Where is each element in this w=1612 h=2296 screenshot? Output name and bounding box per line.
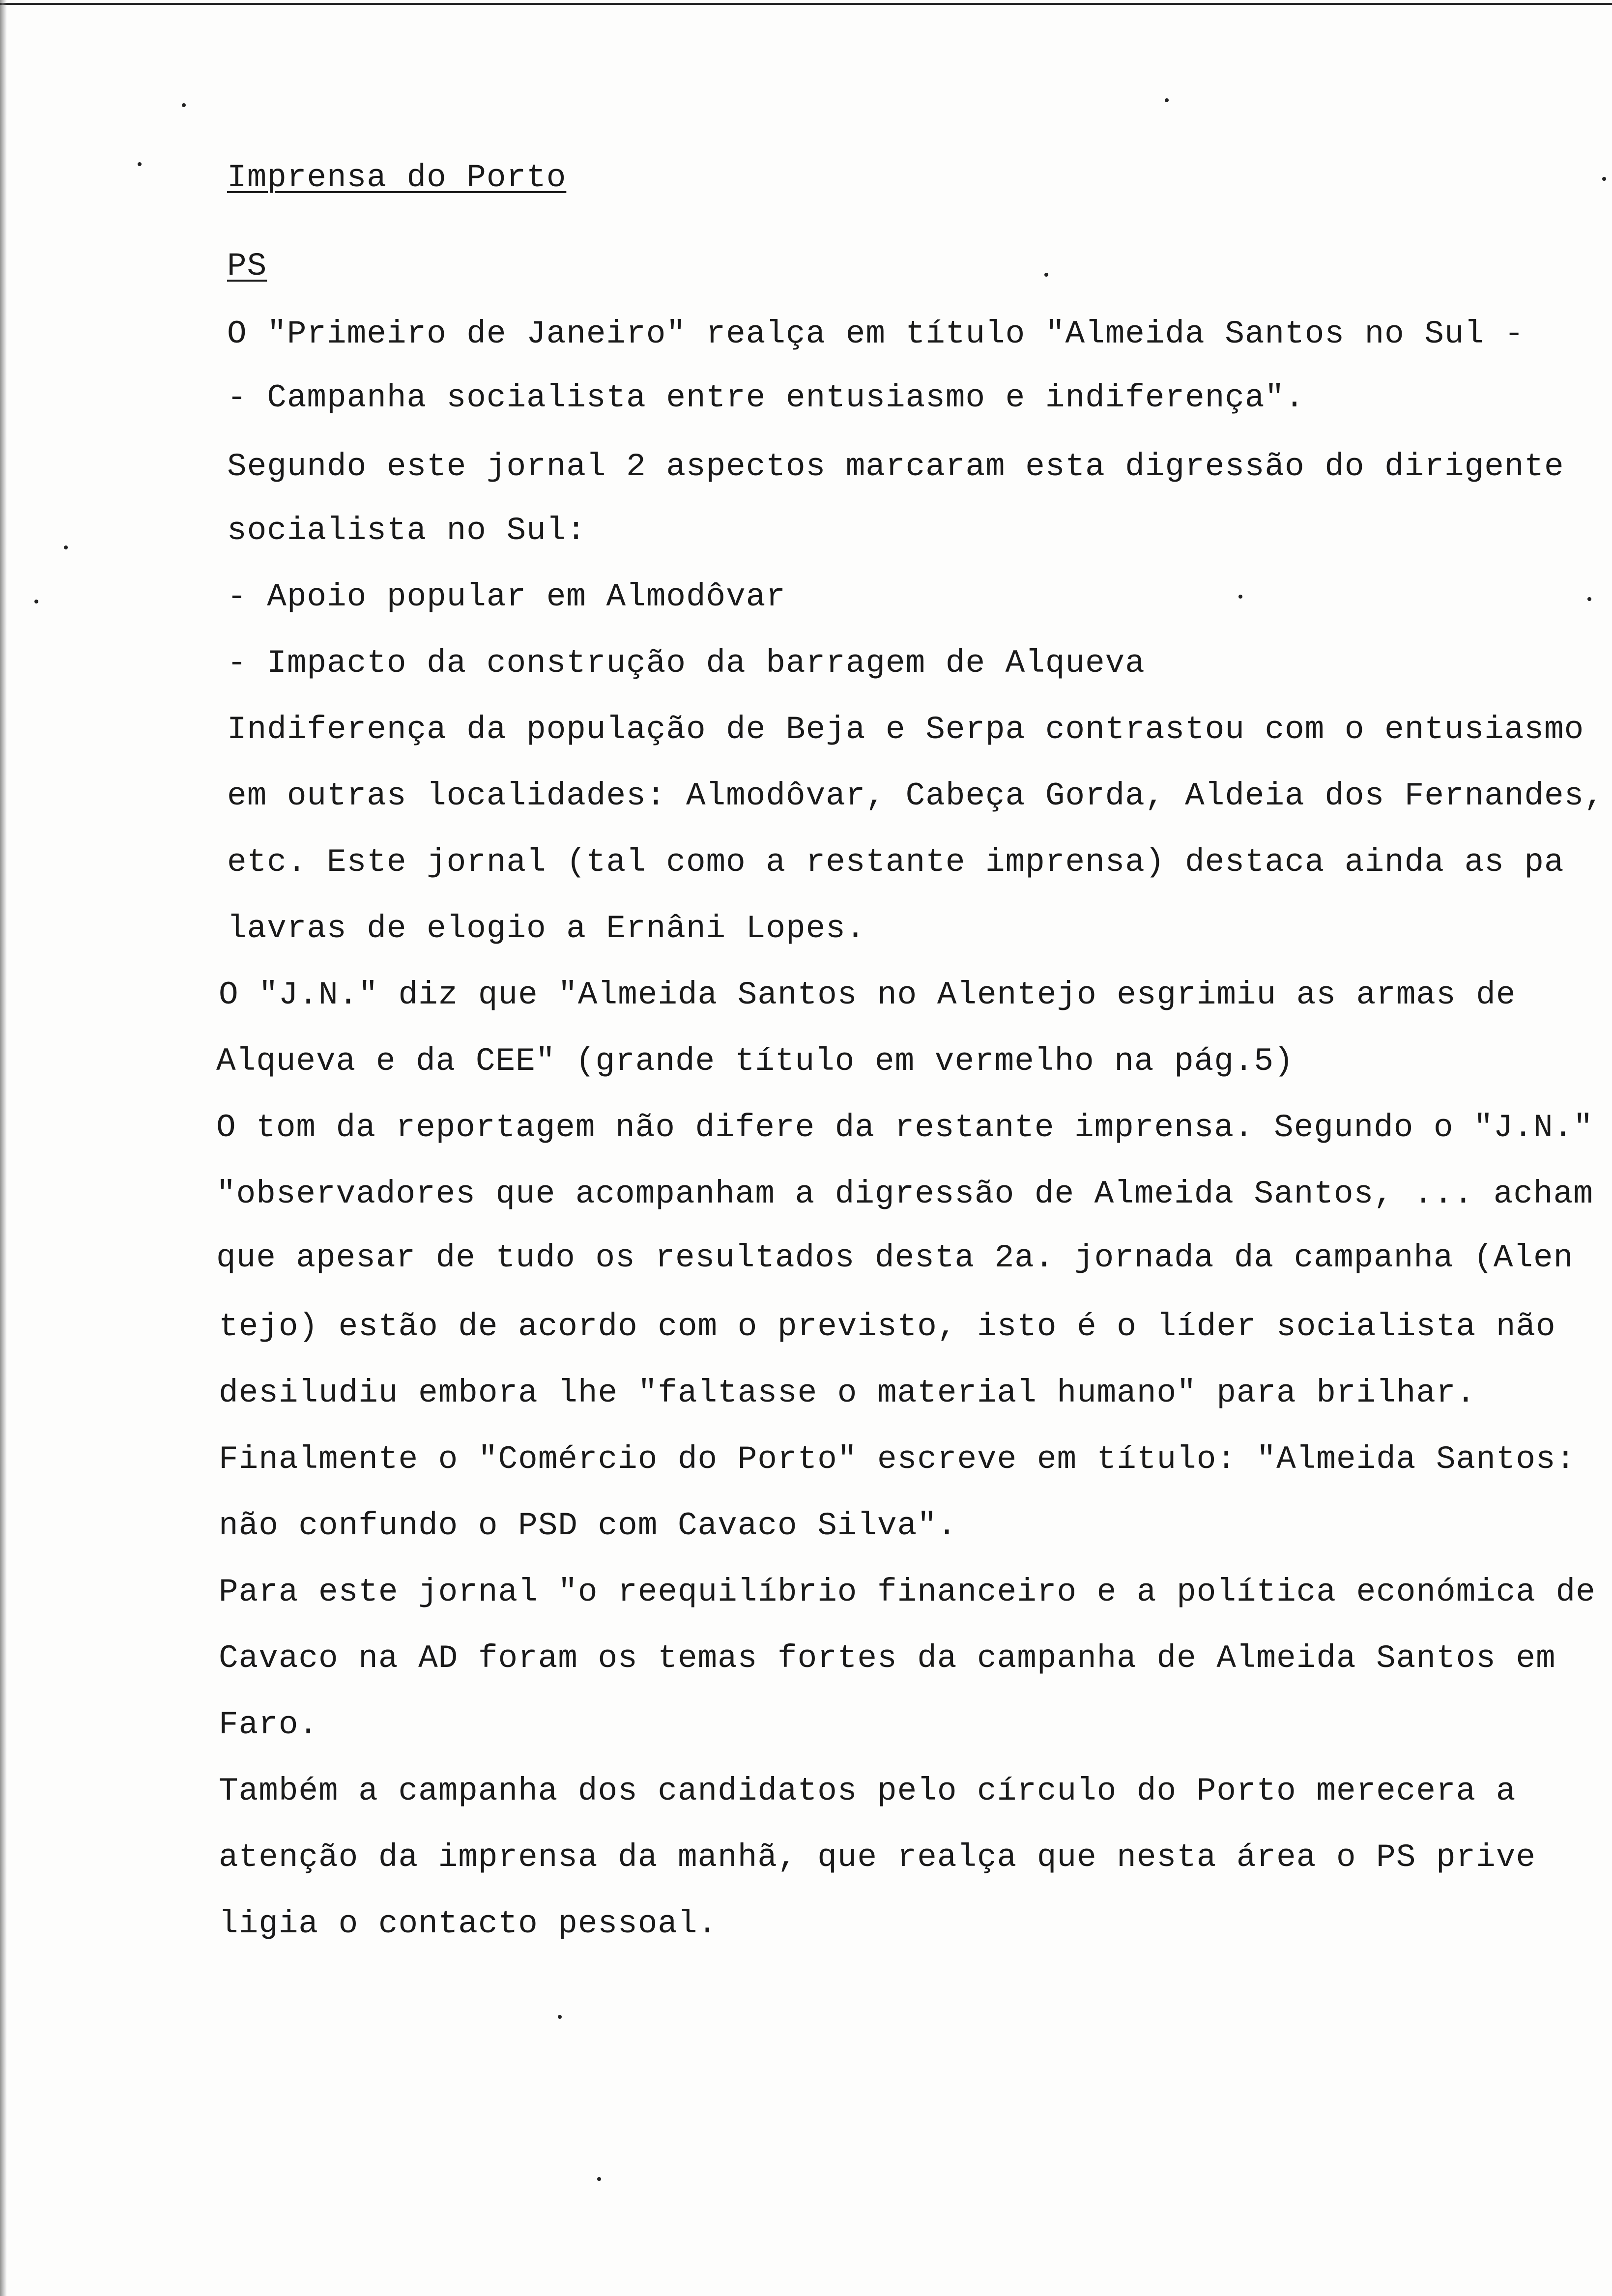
scan-speck: [64, 545, 68, 549]
text-line-24: atenção da imprensa da manhã, que realça que nesta área o PS prive: [219, 1839, 1536, 1876]
text-line-4: socialista no Sul:: [227, 512, 586, 549]
scan-speck: [558, 2015, 562, 2019]
text-line-15: que apesar de tudo os resultados desta 2a. jornada da campanha (Alen: [216, 1239, 1574, 1276]
text-line-3: Segundo este jornal 2 aspectos marcaram esta digressão do dirigente: [227, 448, 1564, 485]
text-line-19: não confundo o PSD com Cavaco Silva".: [219, 1507, 957, 1544]
scan-speck: [1587, 597, 1591, 601]
scan-speck: [34, 600, 38, 603]
text-line-23: Também a campanha dos candidatos pelo círculo do Porto merecera a: [219, 1773, 1516, 1809]
scan-speck: [1165, 98, 1169, 102]
section-heading: Imprensa do Porto: [227, 159, 567, 196]
text-line-21: Cavaco na AD foram os temas fortes da campanha de Almeida Santos em: [219, 1640, 1556, 1677]
text-line-20: Para este jornal "o reequilíbrio financeiro e a política económica de: [219, 1574, 1596, 1610]
scan-left-edge: [0, 0, 7, 2296]
text-line-12: Alqueva e da CEE" (grande título em vermelho na pág.5): [216, 1043, 1294, 1080]
text-line-17: desiludiu embora lhe "faltasse o material humano" para brilhar.: [219, 1375, 1476, 1411]
text-line-6: - Impacto da construção da barragem de Alqueva: [227, 645, 1145, 682]
text-line-5: - Apoio popular em Almodôvar: [227, 578, 786, 615]
text-line-1: O "Primeiro de Janeiro" realça em título "Almeida Santos no Sul -: [227, 316, 1525, 352]
text-line-25: ligia o contacto pessoal.: [219, 1905, 718, 1942]
text-line-22: Faro.: [219, 1706, 319, 1743]
scan-speck: [1044, 273, 1048, 277]
text-line-10: lavras de elogio a Ernâni Lopes.: [227, 910, 866, 947]
scan-speck: [182, 103, 186, 107]
text-line-8: em outras localidades: Almodôvar, Cabeça Gorda, Aldeia dos Fernandes,: [227, 777, 1604, 814]
text-line-13: O tom da reportagem não difere da restante imprensa. Segundo o "J.N.": [216, 1109, 1593, 1146]
party-subheading: PS: [227, 248, 267, 285]
text-line-11: O "J.N." diz que "Almeida Santos no Alentejo esgrimiu as armas de: [219, 976, 1516, 1013]
text-line-7: Indiferença da população de Beja e Serpa contrastou com o entusiasmo: [227, 711, 1584, 748]
text-line-16: tejo) estão de acordo com o previsto, isto é o líder socialista não: [219, 1308, 1556, 1345]
scan-speck: [138, 162, 142, 166]
top-border-line: [0, 3, 1612, 5]
text-line-2: - Campanha socialista entre entusiasmo e indiferença".: [227, 379, 1305, 416]
text-line-18: Finalmente o "Comércio do Porto" escreve em título: "Almeida Santos:: [219, 1441, 1576, 1478]
scan-speck: [1238, 595, 1242, 599]
text-line-14: "observadores que acompanham a digressão de Almeida Santos, ... acham: [216, 1176, 1593, 1212]
scan-speck: [597, 2177, 601, 2181]
scan-speck: [1602, 177, 1606, 181]
text-line-9: etc. Este jornal (tal como a restante imprensa) destaca ainda as pa: [227, 844, 1564, 881]
